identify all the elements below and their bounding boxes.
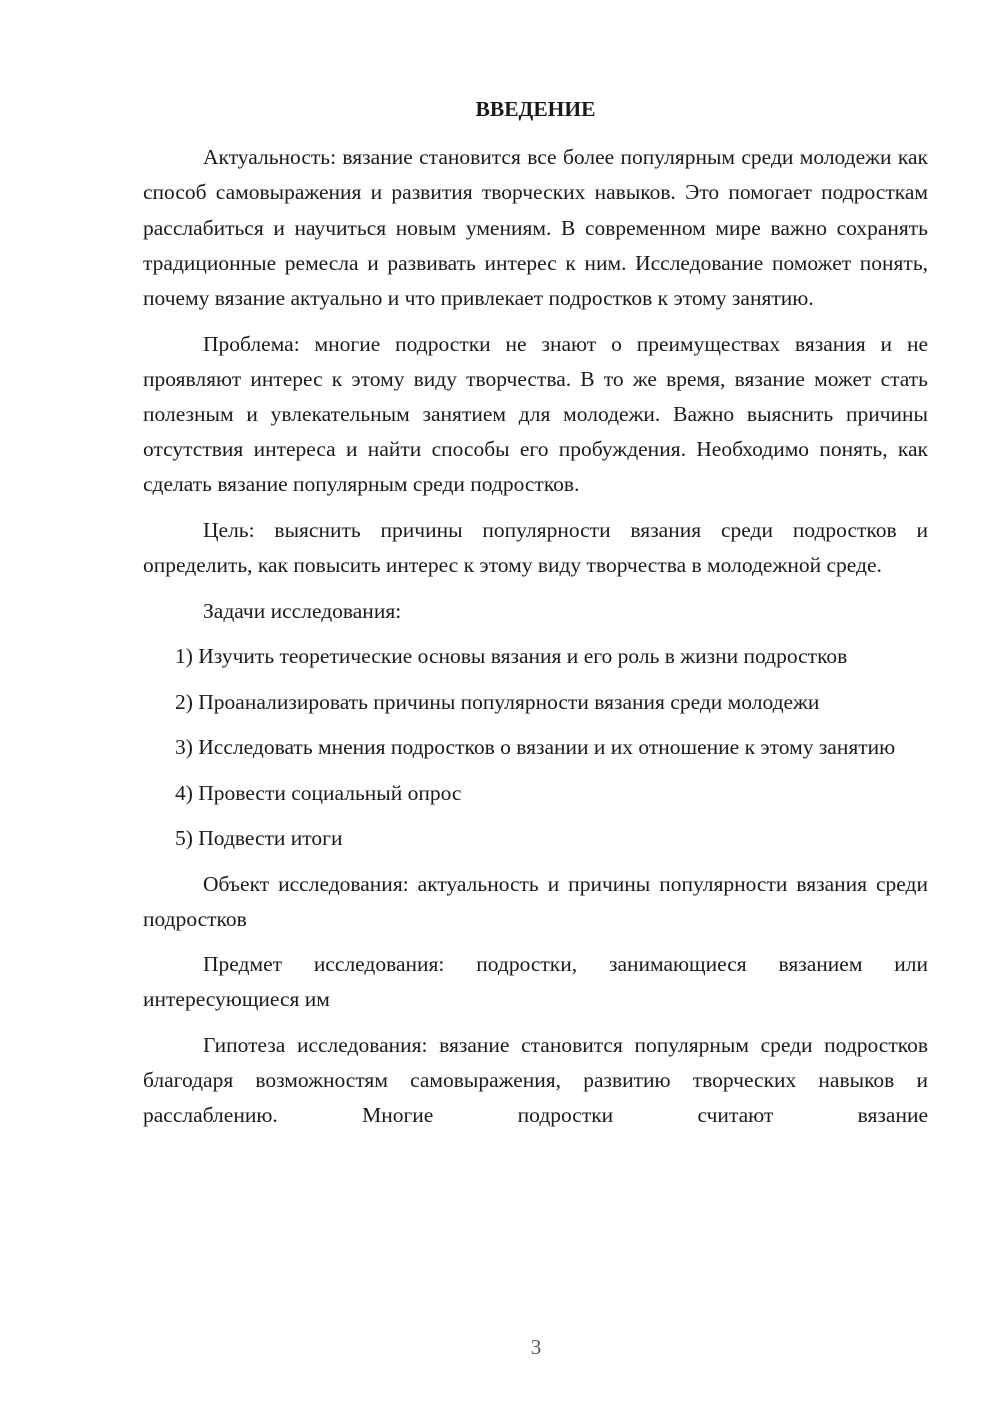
relevance-paragraph: Актуальность: вязание становится все более популярным среди молодежи как способ самовыражения и развития творческих навыков. Это помогает подросткам расслабиться и научиться новым умениям. В современном мире важно сохранять традиционные ремесла и развивать интерес к ним. Исследование поможет понять, почему вязание актуально и что привлекает подростков к этому занятию. (143, 145, 928, 311)
task-item-4: 4) Провести социальный опрос (175, 780, 462, 805)
goal-paragraph: Цель: выяснить причины популярности вязания среди подростков и определить, как повысить интерес к этому виду творчества в молодежной среде. (143, 517, 928, 578)
tasks-intro: Задачи исследования: (203, 598, 402, 623)
page-title: ВВЕДЕНИЕ (475, 97, 596, 121)
hypothesis-paragraph: Гипотеза исследования: вязание становится популярным среди подростков благодаря возможностям самовыражения, развитию творческих навыков и расслаблению. Многие подростки считают вязание (143, 1032, 928, 1128)
task-item-3: 3) Исследовать мнения подростков о вязании и их отношение к этому занятию (175, 735, 896, 760)
task-item-1: 1) Изучить теоретические основы вязания и его роль в жизни подростков (175, 644, 848, 669)
object-paragraph: Объект исследования: актуальность и причины популярности вязания среди подростков (143, 871, 928, 931)
task-item-2: 2) Проанализировать причины популярности вязания среди молодежи (175, 689, 820, 714)
page-number: 3 (530, 1335, 542, 1359)
page-body (143, 92, 928, 1144)
subject-paragraph: Предмет исследования: подростки, занимающиеся вязанием или интересующиеся им (143, 952, 928, 1012)
task-item-5: 5) Подвести итоги (175, 826, 343, 851)
problem-paragraph: Проблема: многие подростки не знают о преимуществах вязания и не проявляют интерес к этому виду творчества. В то же время, вязание может стать полезным и увлекательным занятием для молодежи. Важно выяснить причины отсутствия интереса и найти способы его пробуждения. Необходимо понять, как сделать вязание популярным среди подростков. (143, 331, 928, 497)
